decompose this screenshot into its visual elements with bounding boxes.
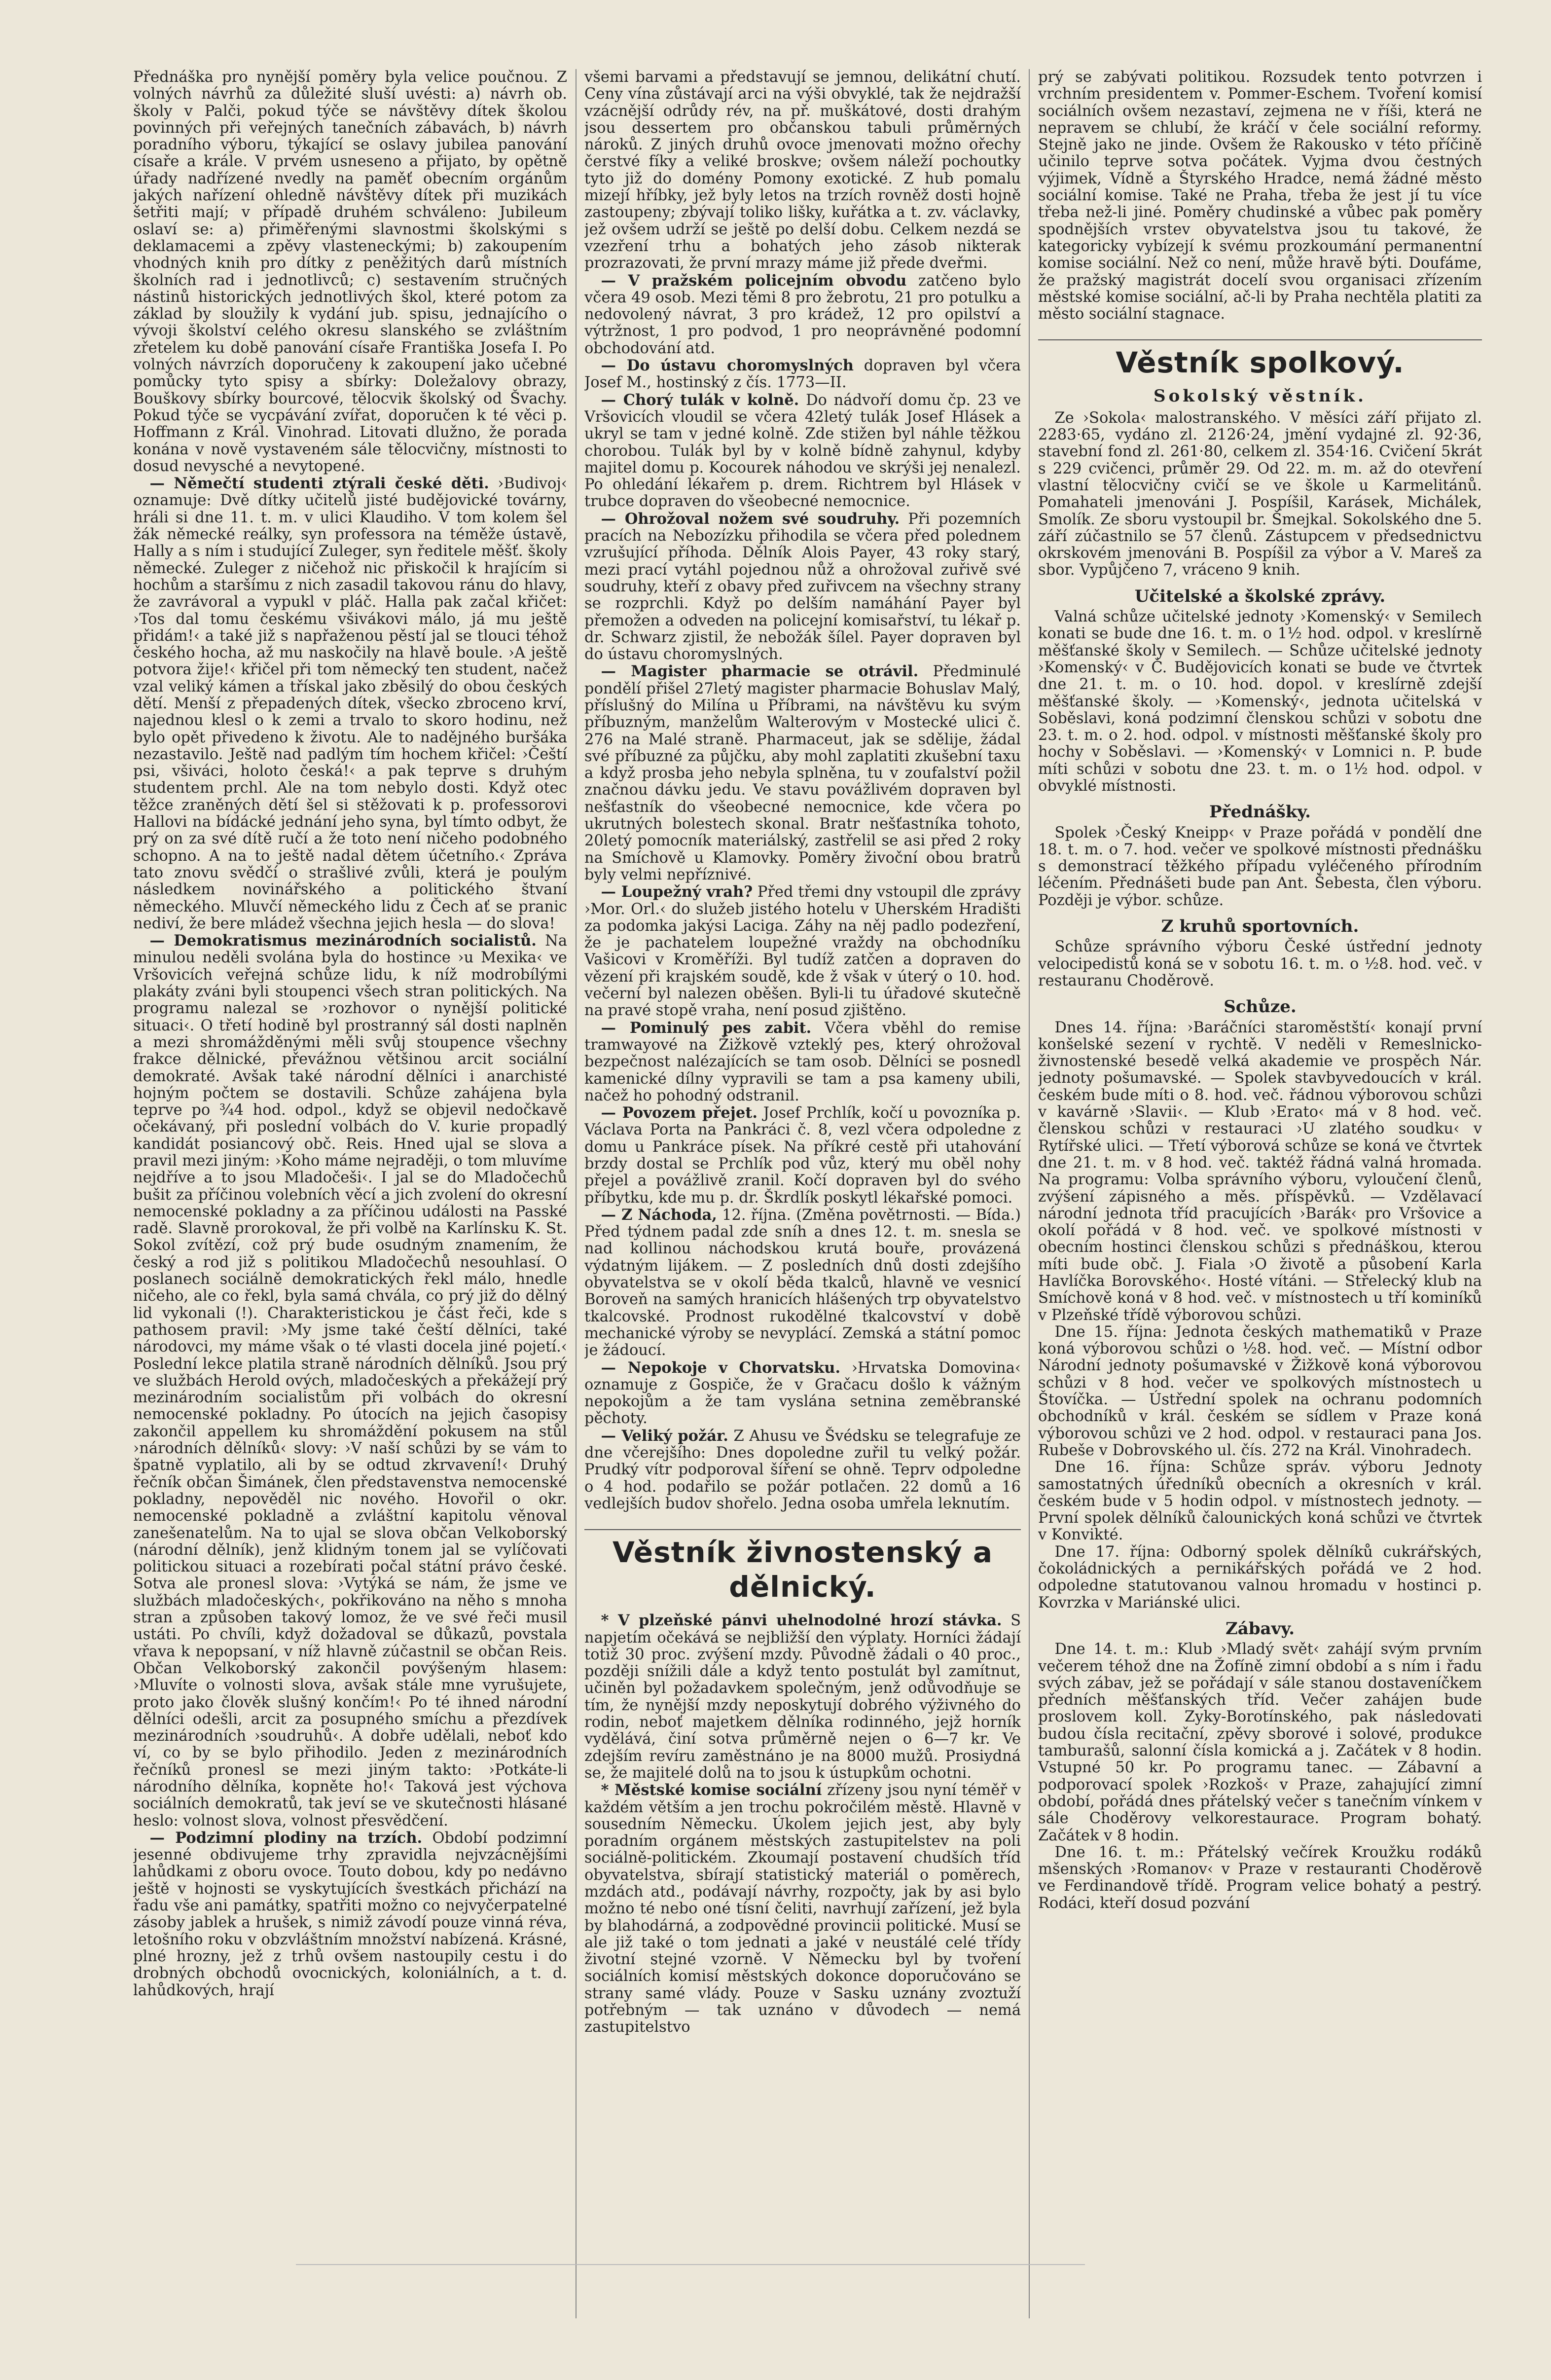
article-text: Období podzimní jesenné obdivujeme trhy zpravidla nejvzácnějšími lahůdkami z oboru ovoce. Touto dobou, kdy po nedávno ještě v hojnosti se vyskytujících švestkách přichází na řadu vše ani památky, spatřiti možno co nejvyčerpatelné zásoby jablek a hrušek, s nimiž závodí pouze vinná réva, letošního roku v obzvláštním množství nabízená. Krásné, plné hrozny, jež z trhů ovšem nastoupily cestu i do drobných obchodů ovocnických, koloniálních, a t. d. lahůdkových, hrají [133,1829,567,1999]
article-text: Dne 15. října: Jednota českých mathematiků v Praze koná výborovou schůzi o ½8. hod. več. — Místní odbor Národní jednoty pošumavské v Žižkově koná výborovou schůzi v 8 hod. večer ve spolkových místnostech u Štovíčka. — Ústřední spolek na ochranu podomních obchodníků v král. českém se sídlem v Praze koná výborovou schůzi ve 2 hod. odpol. v restauraci pana Jos. Rubeše v Dobrovského ul. čís. 272 na Král. Vinohradech. [1038,1323,1482,1459]
article-paragraph [584,883,1021,1019]
article-paragraph [584,272,1021,357]
article-paragraph [1038,825,1482,909]
article-text: Valná schůze učitelské jednoty ›Komenský‹ v Semilech konati se bude dne 16. t. m. o 1½ hod. odpol. v kreslírně měšťanské školy v Semilech. — Schůze učitelské jednoty ›Komenský‹ v Č. Budějovicích konati se bude ve čtvrtek dne 21. t. m. o 10. hod. dopol. v kreslírně zdejší měšťanské školy. — ›Komenský‹, jednota učitelská v Soběslavi, koná podzimní členskou schůzi v sobotu dne 23. t. m. o 2. hod. odpol. v místnosti měšťanské školy pro hochy v Soběslavi. — ›Komenský‹ v Lomnici n. P. bude míti schůzi v sobotu dne 23. t. m. o 1½ hod. odpol. v obvyklé místnosti. [1038,608,1482,795]
article-text: dopraven byl včera Josef M., hostinský z čís. 1773—II. [584,357,1021,392]
article-headline: — Loupežný vrah? [601,883,753,901]
column-rule [576,69,577,2318]
article-text: Včera vběhl do remise tramwayové na Žižkově vzteklý pes, který ohrožoval bezpečnost nalézajících se tam osob. Dělníci se posnedl kamenické dílny vypravili se tam a psa kameny ubili, načež ho pohodný odstranil. [584,1019,1021,1104]
article-text: zřízeny jsou nyní téměř v každém větším a jen trochu pokročilém městě. Hlavně v sousedním Německu. Úkolem jejich jest, aby byly poradním orgánem městských zastupitelstev na poli sociálně-politickém. Zkoumají postavení chudších tříd obyvatelstva, sbírají statistický materiál o poměrech, mzdách atd., podávají návrhy, rozpočty, jak by asi bylo možno té nebo oné tísní čeliti, navrhují zařízení, jež byla by blahodárná, a zodpovědné provincii politické. Musí se ale již také o tom jednati a jaké v neustálé celé třídy životní stejné vzorně. V Německu byl by tvoření sociálních komisí městských dokonce doporučováno se strany samé vlády. Pouze v Sasku uznány zvoztuží potřebným — tak uznáno v důvodech — nemá zastupitelstvo [584,1782,1021,2036]
subsection-heading: Sokolský věstník. [1154,386,1367,406]
article-paragraph [584,1104,1021,1207]
article-text: Na minulou neděli svolána byla do hostince ›u Mexika‹ ve Vršovicích veřejná schůze lidu, k níž modrobílými plakáty zváni byli stoupenci všech stran politických. Na programu nalezal se ›rozhovor o nynější politické situaci‹. O třetí hodině byl prostranný sál dosti naplněn a mezi shromážděnými měli svůj stoupence všechny frakce dělnické, převážnou většinou arcit sociální demokraté. Avšak také národní dělníci i anarchisté hojným počtem se dostavili. Schůze zahájena byla teprve po ¾4 hod. odpol., když se objevil nedočkavě očekávaný, při poslední volbách do V. kurie propadlý kandidát posiancový obč. Reis. Hned ujal se slova a pravil mezi jiným: ›Koho máme nejraději, o tom mluvíme nejdříve a to jsou Mladočeši‹. I jal se do Mladočechů bušit za příčinou volebních věcí a jich zvolení do okresní nemocenské pokladny a za příčinou události na Passké radě. Slavně prorokoval, že při volbě na Karlínsku K. St. Sokol zvítězí, což prý bude osudným znamením, že český a rod již s politikou Mladočechů nesouhlasí. O poslanech sociálně demokratických řekl málo, hnedle ničeho, ale co řekl, byla samá chvála, co prý již do dělný lid vykonali (!). Charakteristickou je část řeči, kde s pathosem pravil: ›My jsme také čeští dělníci, také národovci, my máme však o té vlasti docela jiné pojetí.‹ Poslední lekce platila straně národních dělníků. Jsou prý ve službách Herold ových, mladočeských a překážejí prý mezinárodním socialistům při volbách do okresní nemocenské pokladny. Po útocích na jejich časopisy zakončil appellem ku shromáždění pokusem na stůl ›národních dělníků‹ slovy: ›V naší schůzi by se vám to špatně vyplatilo, ali by se odtud zkrvavení!‹ Druhý řečník občan Šimánek, člen představenstva nemocenské pokladny, nepověděl nic nového. Hovořil o okr. nemocenské pokladně a zvláštní kapitolu věnoval zanešenatelům. Na to ujal se slova občan Velkoborský (národní dělník), jenž klidným tonem jal se vylíčovati politickou situaci a rozebírati počal státní právo české. Sotva ale pronesl slova: ›Vytýká se nám, že jsme ve službách mladočeských‹, pokřikováno na něho s mnoha stran a způsoben takový lomoz, že ve své řeči musil ustáti. Po chvíli, když dožadoval se důkazů, povstala vřava k nepopsaní, v níž hlavně zúčastnil se občan Reis. Občan Velkoborský zakončil povýšeným hlasem: ›Mluvíte o volnosti slova, avšak stále mne vyrušujete, proto jako člověk slušný končím!‹ Po té ihned národní dělníci odešli, arcit za posupného smíchu a přezdívek mezinárodních ›soudruhů‹. A dobře udělali, neboť kdo ví, co by se bylo přihodilo. Jeden z mezinárodních řečníků pronesl se mezi jiným takto: ›Potkáte-li národního dělníka, kopněte ho!‹ Taková jest výchova sociálních demokratů, tak jeví se ve skutečnosti hlásané heslo: volnost slova, volnost přesvědčení. [133,932,567,1830]
article-paragraph [133,932,567,1830]
article-paragraph [584,511,1021,663]
article-headline: — Magister pharmacie se otrávil. [601,662,919,681]
article-text: zatčeno bylo včera 49 osob. Mezi těmi 8 pro žebrotu, 21 pro potulku a nedovolený návrat, 3 pro krádež, 12 pro opilství a výtržnost, 1 pro podvod, 1 pro neoprávněné podomní obchodování atd. [584,272,1021,357]
article-paragraph [133,1830,567,1999]
article-paragraph [584,1207,1021,1359]
article-headline: — V pražském policejním obvodu [601,271,907,290]
page-body [133,69,1484,2348]
article-paragraph [133,69,567,475]
article-paragraph [1038,69,1482,323]
article-headline: — Pominulý pes zabit. [601,1019,812,1037]
article-paragraph [1038,410,1482,579]
article-text: Při pozemních pracích na Nebozízku přihodila se včera před polednem vzrušující příhoda. Dělník Alois Payer, 43 roky starý, mezi prací vytáhl pojednou nůž a ohrožoval zuřivě své soudruhy, kteří z obavy před zuřivcem na všechny strany se rozprchli. Když po delším namáhání Payer byl přemožen a odveden na policejní komisařství, tu lékař p. dr. Schwarz zjistil, že nebožák šílel. Payer dopraven byl do ústavu choromyslných. [584,510,1021,663]
article-text: Josef Prchlík, kočí u povozníka p. Václava Porta na Pankráci č. 8, vezl včera odpoledne z domu u Pankráce písek. Na příkré cestě při utahování brzdy dostal se Prchlík pod vůz, který mu oběl nohy přejel a povážlivě zranil. Kočí dopraven byl do svého příbytku, kde mu p. dr. Škrdlík poskytl lékařské pomoci. [584,1104,1021,1207]
article-text: Dnes 14. října: ›Baráčníci staroměstští‹ konají první konšelské sezení v rychtě. V neděli v Remeslnicko-živnostenské besedě velká akademie ve prospěch Nár. jednoty pošumavské. — Spolek stavbyvedoucích v král. českém bude míti o 8. hod. več. řádnou výborovou schůzi v kavárně ›Slavii‹. — Klub ›Erato‹ má v 8 hod. več. členskou schůzi v restauraci ›U zlatého soudku‹ v Rytířské ulici. — Třetí výborová schůze se koná ve čtvrtek dne 21. t. m. v 8 hod. več. taktéž řádná valná hromada. Na programu: Volba správního výboru, vyloučení členů, zvýšení zápisného a měs. příspěvků. — Vzdělavací národní jednota tříd pracujících ›Barák‹ pro Vršovice a okolí pořádá v 8 hod. več. ve spolkové místnosti v obecním hostinci členskou schůzi s přednáškou, kterou míti bude obč. J. Fiala ›O životě a působení Karla Havlíčka Borovského‹. Hosté vítáni. — Střelecký klub na Smíchově koná v 8 hod. več. v místnostech u tří kominíků v Plzeňské třídě výborovou schůzi. [1038,1019,1482,1324]
article-headline: — Demokratismus mezinárodních socialistů. [149,932,537,950]
article-paragraph [584,1428,1021,1512]
article-headline: — Povozem přejet. [601,1104,757,1122]
article-headline: * Městské komise sociální [601,1781,822,1799]
column-rule [1029,69,1030,2318]
article-text: S napjetím očekává se nejbližší den výplaty. Horníci žádají totiž 30 proc. zvýšení mzdy. Původně žádali o 40 proc., později snížili dále a když tento postulát byl zamítnut, učiněn byl požadavkem společným, jenž odůvodňuje se tím, že nynější mzdy neposkytují dobrého výživného do rodin, neboť majetkem dělníka rodinného, jejž horník vydělává, činí sotva průměrně nejen o 6—7 kr. Ve zdejším revíru zaměstnáno je na 8000 mužů. Prosiydná se, že majitelé dolů na to jsou k ústupkům ochotni. [584,1612,1021,1782]
column-3 [1038,69,1482,2318]
article-text: Schůze správního výboru České ústřední jednoty velocipedistů koná se v sobotu 16. t. m. o ½8. hod. več. v restauranu Choděrově. [1038,938,1482,989]
section-heading: Z kruhů sportovních. [1161,916,1359,937]
article-paragraph [1038,609,1482,795]
article-text: Dne 17. října: Odborný spolek dělníků cukrářských, čokoládnických a pernikářských pořádá ve 2 hod. odpoledne statutovanou valnou hromadu v hostinci p. Kovrzka v Mariánské ulici. [1038,1543,1482,1611]
article-text: Z Ahusu ve Švédsku se telegrafuje ze dne včerejšího: Dnes dopoledne zuřil tu velký požár. Prudký vítr podporoval šíření se ohně. Teprv odpoledne o 4 hod. podařilo se požár potlačen. 22 domů a 16 vedlejších budov shořelo. Jedna osoba umřela leknutím. [584,1427,1021,1512]
article-text: ›Hrvatska Domovina‹ oznamuje z Gospiče, že v Gračacu došlo k vážným nepokojům a že tam vyslána setnina zeměbranské pěchoty. [584,1359,1021,1428]
section-heading: Učitelské a školské zprávy. [1134,586,1386,606]
article-headline: — Do ústavu choromyslných [601,357,854,375]
article-headline: * V plzeňské pánvi uhelnodolné hrozí stávka. [601,1611,1002,1630]
article-text: Dne 16. t. m.: Přátelský večírek Kroužku rodáků mšenských ›Romanov‹ v Praze v restauranti Choděrově ve Ferdinandově třídě. Program velice bohatý a pestrý. Rodáci, kteří dosud pozvání [1038,1843,1482,1912]
article-headline: — Němečtí studenti ztýrali české děti. [149,475,489,493]
article-text: 12. října. (Změna povětrnosti. — Bída.) Před týdnem padal zde sníh a dnes 12. t. m. snesla se nad kollinou náchodskou krutá bouře, provázená výdatným lijákem. — Z posledních dnů dosti zdejšího obyvatelstva se v okolí běda tkalců, hlavně ve vesnicí Boroveň na samých hranicích hlášených trp obyvatelstvo tkalcovské. Prodnost rukodělné tkalcovství v době mechanické výroby se nevyplácí. Zemská a státní pomoc je žádoucí. [584,1206,1021,1359]
article-headline: — Podzimní plodiny na trzích. [149,1829,423,1847]
article-paragraph [584,357,1021,392]
article-paragraph [1038,1324,1482,1459]
article-paragraph [584,69,1021,272]
article-text: Do nádvoří domu čp. 23 ve Vršovicích vloudil se včera 42letý tulák Josef Hlásek a ukryl se tam v jedné kolně. Zde stižen byl náhle těžkou chorobou. Tulák byl by v kolně bídně zahynul, kdyby majitel domu p. Kocourek náhodou ve skrýši jej nenalezl. Po ohledání lékařem p. drem. Richtrem byl Hlásek v trubce dopraven do všeobecné nemocnice. [584,391,1021,511]
article-paragraph [584,392,1021,511]
section-heading: Zábavy. [1225,1618,1295,1639]
article-paragraph [1038,1844,1482,1912]
article-text: všemi barvami a představují se jemnou, delikátní chutí. Ceny vína zůstávají arci na výši obvyklé, tak že nejdražší vzácnější odrůdy rév, na př. muškátové, dosti drahým jsou dessertem pro občanskou tabuli průměrných nároků. Z jiných druhů ovoce jmenovati možno ořechy čerstvé fíky a veliké broskve; ovšem náleží pochoutky tyto již do domény Pomony exotické. Z hub pomalu mizejí hříbky, jež byly letos na trzích rovněž dosti hojně zastoupeny; zbývají toliko lišky, kuřátka a t. zv. václavky, jež ovšem udrží se ještě po delší dobu. Celkem nezdá se vzezření trhu a bohatých jeho zásob nikterak prozrazovati, že první mrazy máme již přede dveřmi. [584,69,1021,272]
article-text: Přednáška pro nynější poměry byla velice poučnou. Z volných návrhů za důležité sluší uvésti: a) návrh ob. školy v Palči, pokud týče se návštěvy dítek školou povinných při veřejných tanečních zábavách, b) návrh poradního výboru, týkající se oslavy jubilea panování císaře a krále. V prvém usneseno a přijato, by opětně úřady nadřízené nvedly na paměť obecním orgánům jakých nařízení ohledně návštěvy dítek při muzikách šetřiti mají; v případě druhém schváleno: Jubileum oslaví se: a) přiměřenými slavnostmi školskými s deklamacemi a zpěvy vlasteneckými; b) zakoupením vhodných knih pro dítky z peněžitých darů místních školních rad i jednotlivců; c) sestavením stručných nástinů historických jednotlivých škol, které potom za základ by sloužily k vydání jub. spisu, jednajícího o vývoji školství celého okresu slanského se zvláštním zřetelem ku době panování císaře Františka Josefa I. Po volných návrzích doporučeny k zakoupení jako učebné pomůcky tyto spisy a sbírky: Doležalovy obrazy, Bouškovy sbírky bourcové, tělocvik školský od Švachy. Pokud týče se vycpávání zvířat, doporučen k té věci p. Hoffmann z Král. Vinohrad. Litovati dlužno, že porada konána v nově vystaveném sále tělocvičny, místnosti to dosud nevysché a nevytopené. [133,69,567,475]
article-text: Spolek ›Český Kneipp‹ v Praze pořádá v pondělí dne 18. t. m. o 7. hod. večer ve spolkové místnosti přednášku s demonstrací těžkého případu vyléčeného přírodním léčením. Přednášeti bude pan Ant. Šebesta, člen výboru. Později je výbor. schůze. [1038,824,1482,909]
column-2 [584,69,1021,2318]
article-paragraph [584,1782,1021,2036]
article-paragraph [584,1612,1021,1782]
section-masthead: Věstník živnostenský a dělnický. [584,1529,1021,1604]
section-heading: Přednášky. [1209,802,1311,822]
article-text: Dne 14. t. m.: Klub ›Mladý svět‹ zahájí svým prvním večerem téhož dne na Žofíně zimní období a s ním i řadu svých zábav, jež se pořádají v sále stanou dostaveníčkem předních měšťanských tříd. Večer zahájen bude proslovem koll. Zyky-Borotínského, pak následovati budou čísla recitační, zpěvy sborové i solové, produkce tamburašů, salonní čísla komická a j. Začátek v 8 hodin. Vstupné 50 kr. Po programu tanec. — Zábavní a podporovací spolek ›Rozkoš‹ v Praze, zahajující zimní období, pořádá dnes přátelský večer s tanečním vínkem v sále Choděrovy velkorestaurace. Program bohatý. Začátek v 8 hodin. [1038,1641,1482,1844]
article-text: Ze ›Sokola‹ malostranského. V měsíci září přijato zl. 2283·65, vydáno zl. 2126·24, jmění vydajné zl. 92·36, stavební fond zl. 261·80, celkem zl. 354·16. Cvičení 5krát s 229 cvičenci, průměr 29. Od 22. m. m. až do otevření vlastní tělocvičny cvičí se ve škole u Karmelitánů. Pomahateli jmenováni J. Pospíšil, Karásek, Michálek, Smolík. Ze sboru vystoupil br. Šmejkal. Sokolského dne 5. září zúčastnilo se 57 členů. Zástupcem v předsednictvu okrskovém jmenováni B. Pospíšil za výbor a V. Mareš za sbor. Vypůjčeno 7, vráceno 9 knih. [1038,409,1482,579]
article-text: prý se zabývati politikou. Rozsudek tento potvrzen i vrchním presidentem v. Pommer-Eschem. Tvoření komisí sociálních ovšem nezastaví, zejmena ne v říši, která ne nepravem se chlubí, že kráčí v čele sociální reformy. Stejně jako ne jinde. Ovšem že Rakousko v této příčině učinilo teprve sotva počátek. Vyjma dvou čestných výjimek, Vídně a Štyrského Hradce, nemá žádné město sociální komise. Také ne Praha, třeba že jest jí tu více třeba než-li jiné. Poměry chudinské a vůbec pak poměry spodnějších vrstev obyvatelstva jsou tu takové, že kategoricky vybízejí k svému prozkoumání permanentní komise sociální. Než co není, může hravě býti. Doufáme, že pražský magistrát docelí svou organisaci zřízením městské komise sociální, ač-li by Praha nechtěla platiti za město sociální stagnace. [1038,69,1482,323]
article-headline: — Veliký požár. [601,1427,728,1445]
article-text: Dne 16. října: Schůze správ. výboru Jednoty samostatných úředníků obecních a okresních v král. českém bude v 5 hodin odpol. v místnostech jednoty. — První spolek dělníků čalounických koná schůzi ve čtvrtek v Konvikté. [1038,1459,1482,1544]
page-edge-mark [296,2264,1085,2274]
article-text: Předminulé pondělí přišel 27letý magister pharmacie Bohuslav Malý, příslušný do Milína u Příbrami, na návštěvu ku svým příbuzným, manželům Walterovým v Mostecké ulici č. 276 na Malé straně. Pharmaceut, jak se sdělije, žádal své příbuzné za půjčku, aby mohl zaplatiti zkušební taxu a když prosba jeho nebyla splněna, tu v zoufalství požil značnou dávku jedu. Ve stavu povážlivém dopraven byl nešťastník do všeobecné nemocnice, kde včera po ukrutných bolestech skonal. Bratr nešťastníka tohoto, 20letý pomocník materiálský, zastřelil se asi před 2 roky na Smíchově u Klamovky. Poměry živoční obou bratrů byly velmi nepříznivé. [584,663,1021,883]
article-headline: — Ohrožoval nožem své soudruhy. [601,510,900,528]
article-paragraph [1038,1544,1482,1611]
section-heading: Schůze. [1224,997,1297,1017]
article-paragraph [1038,939,1482,989]
article-headline: — Z Náchoda, [601,1206,717,1224]
section-masthead: Věstník spolkový. [1038,339,1482,380]
article-text: ›Budivoj‹ oznamuje: Dvě dítky učitelů jisté budějovické továrny, hráli si dne 11. t. m. v ulici Klaudiho. V tom kolem šel žák německé reálky, syn professora na téměže ústavě, Hally a s ním i studující Zuleger, syn ředitele měšť. školy německé. Zuleger z ničehož nic přiskočil k hrajícím si hochům a staršímu z nich zasadil takovou ránu do hlavy, že zavrávoral a vypukl v pláč. Halla pak začal křičet: ›Tos dal tomu českému všivákovi málo, já mu ještě přidám!‹ a také již s napřaženou pěstí jal se tlouci téhož českého hocha, až mu naskočily na hlavě boule. ›A ještě potvora žije!‹ křičel při tom německý ten student, načež vzal veliký kámen a třískal jako zběsilý do obou českých dětí. Menší z přepadených dítek, všecko zbroceno krví, najednou klesl o k zemi a trvalo to skoro hodinu, než bylo opět přivedeno k životu. Ale to nadějného buršáka nezastavilo. Ještě nad padlým tím hochem křičel: ›Čeští psi, všiváci, holoto česká!‹ a pak teprve s druhým studentem prchl. Ale na tom nebylo dosti. Když otec těžce zraněných dětí šel si stěžovati k p. professorovi Hallovi na bídácké jednání jeho syna, byl tímto odbyt, že prý on za své dítě ručí a že toto není ničeho podobného schopno. A na to ještě nadal dětem účetního.‹ Zpráva tato znovu svědčí o strašlivé zvůli, která je poulým následkem novinářského a politického štvaní německého. Mluvčí německého lidu z Čech ať se pranic nediví, že bere mládež všechna jejich hesla — do slova! [133,475,567,932]
article-paragraph [584,663,1021,883]
article-paragraph [133,475,567,932]
article-headline: — Nepokoje v Chorvatsku. [601,1358,841,1377]
article-paragraph [584,1359,1021,1428]
article-paragraph [584,1020,1021,1104]
article-paragraph [1038,1459,1482,1543]
article-headline: — Chorý tulák v kolně. [601,391,799,409]
article-text: Před třemi dny vstoupil dle zprávy ›Mor. Orl.‹ do služeb jistého hotelu v Uherském Hradišti za podomka jakýsi Laciga. Záhy na něj padlo podezření, že je pachatelem loupežné vraždy na obchodníku Vašicovi v Kroměříži. Byl tudíž zatčen a dopraven do vězení při krajském soudě, kde ž však v úterý o 10. hod. večerní byl nalezen oběšen. Byli-li tu úřadové skutečně na pravé stopě vraha, není posud zjištěno. [584,883,1021,1020]
article-paragraph [1038,1020,1482,1324]
article-paragraph [1038,1641,1482,1844]
column-1 [133,69,567,2318]
